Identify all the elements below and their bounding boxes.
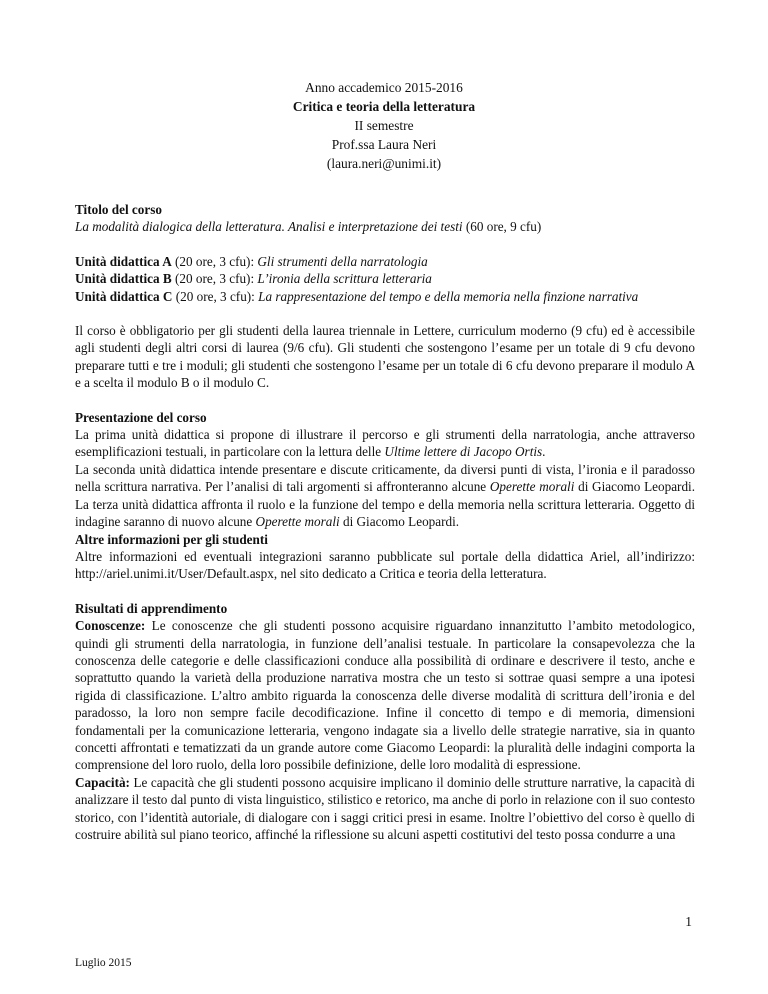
unit-topic: La rappresentazione del tempo e della memoria nella finzione narrativa (258, 288, 639, 304)
title-heading: Titolo del corso (75, 202, 162, 217)
unit-a (75, 253, 695, 270)
course-title (75, 218, 695, 235)
book-title: Ultime lettere di Jacopo Ortis (384, 444, 543, 460)
page-number: 1 (685, 914, 692, 929)
abilities-label: Capacità: (75, 774, 130, 790)
knowledge-text: Le conoscenze che gli studenti possono acquisire riguardano innanzitutto l’ambito metodologico, quindi gli strumenti della narratologia, in funzione dell’analisi testuale. In particolare la consapevolezza che la conoscenza delle categorie e delle classificazioni conduce alla possibilità di ordinare e descrivere il testo, anche e soprattutto quando la varietà della produzione narrativa mostra che un testo si sottrae quasi sempre a una ipotesi rigida di classificazione. L’altro ambito riguarda la conoscenza delle diverse modalità di scrittura dell’ironia e del paradosso, la loro non sempre facile decodificazione. Infine il concetto di tempo e di memoria, dimensioni fondamentali per la comunicazione letteraria, vengono indagate sia a livello delle strategie narrative, sia in quanto concetti affrontati e tematizzati da un grande autore come Giacomo Leopardi: la pluralità delle indagini comporta la comprensione del loro ruolo, della loro possibile definizione, delle loro modalità di espressione. (75, 618, 695, 773)
semester: II semestre (354, 118, 414, 133)
presentation-paragraph-2 (75, 461, 695, 531)
text-run: . (542, 444, 546, 460)
unit-info: (20 ore, 3 cfu): (171, 271, 258, 287)
text-run: di Giacomo Leopardi. La terza unità didattica affronta il ruolo e la funzione del tempo e della memoria nella scrittura letteraria. Oggetto di indagine saranno di nuovo alcune (75, 479, 695, 530)
book-title: Operette morali (255, 514, 340, 530)
unit-label: Unità didattica C (75, 288, 173, 304)
academic-year: Anno accademico 2015-2016 (305, 80, 463, 95)
course-title-tail: (60 ore, 9 cfu) (462, 219, 542, 235)
presentation-paragraph-1 (75, 426, 695, 461)
knowledge-label: Conoscenze: (75, 618, 146, 634)
unit-topic: L’ironia della scrittura letteraria (257, 271, 432, 287)
abilities-paragraph (75, 774, 695, 844)
unit-topic: Gli strumenti della narratologia (257, 253, 428, 269)
unit-b (75, 270, 695, 287)
course-header (0, 78, 768, 173)
abilities-text: Le capacità che gli studenti possono acquisire implicano il dominio delle strutture narrative, la capacità di analizzare il testo dal punto di vista linguistico, stilistico e retorico, ma anche di porlo in relazione con il suo contesto storico, con l’identità autoriale, di dialogare con i saggi critici presi in esame. Inoltre l’obiettivo del corso è quello di costruire abilità sul piano teorico, affinché la riflessione su alcuni aspetti costitutivi del testo possa condurre a una (75, 774, 695, 842)
book-title: Operette morali (489, 479, 575, 495)
unit-label: Unità didattica A (75, 253, 172, 269)
document-body (75, 201, 695, 843)
text-run: di Giacomo Leopardi. (339, 514, 460, 530)
professor-email: (laura.neri@unimi.it) (326, 156, 442, 171)
unit-c (75, 288, 695, 305)
unit-info: (20 ore, 3 cfu): (171, 253, 258, 269)
professor-name: Prof.ssa Laura Neri (331, 137, 437, 152)
other-info-heading: Altre informazioni per gli studenti (75, 531, 268, 547)
other-info-paragraph: Altre informazioni ed eventuali integrazioni saranno pubblicate sul portale della didattica Ariel, all’indirizzo: http://ariel.unimi.it/User/Default.aspx, nel sito dedicato a Critica e teoria della letteratura. (75, 548, 695, 582)
intro-paragraph: Il corso è obbligatorio per gli studenti della laurea triennale in Lettere, curriculum moderno (9 cfu) ed è accessibile agli studenti degli altri corsi di laurea (9/6 cfu). Gli studenti che sostengono l’esame per un totale di 9 cfu devono preparare tutti e tre i moduli; gli studenti che sostengono l’esame per un totale di 6 cfu devono preparare il modulo A e a scelta il modulo B o il modulo C. (75, 323, 695, 391)
unit-info: (20 ore, 3 cfu): (172, 288, 259, 304)
knowledge-paragraph (75, 617, 695, 774)
course-title-italic: La modalità dialogica della letteratura. Analisi e interpretazione dei testi (75, 219, 463, 235)
text-run: La seconda unità didattica intende presentare e discute criticamente, da diversi punti di vista, l’ironia e il paradosso nella scrittura narrativa. Per l’analisi di tali argomenti si affronteranno alcune (75, 461, 695, 495)
results-heading: Risultati di apprendimento (75, 600, 228, 616)
course-name: Critica e teoria della letteratura (292, 99, 476, 114)
presentation-heading: Presentazione del corso (75, 409, 207, 425)
footer-date: Luglio 2015 (75, 957, 132, 969)
unit-label: Unità didattica B (75, 271, 172, 287)
text-run: La prima unità didattica si propone di illustrare il percorso e gli strumenti della narratologia, anche attraverso esemplificazioni testuali, in particolare con la lettura delle (75, 427, 695, 460)
